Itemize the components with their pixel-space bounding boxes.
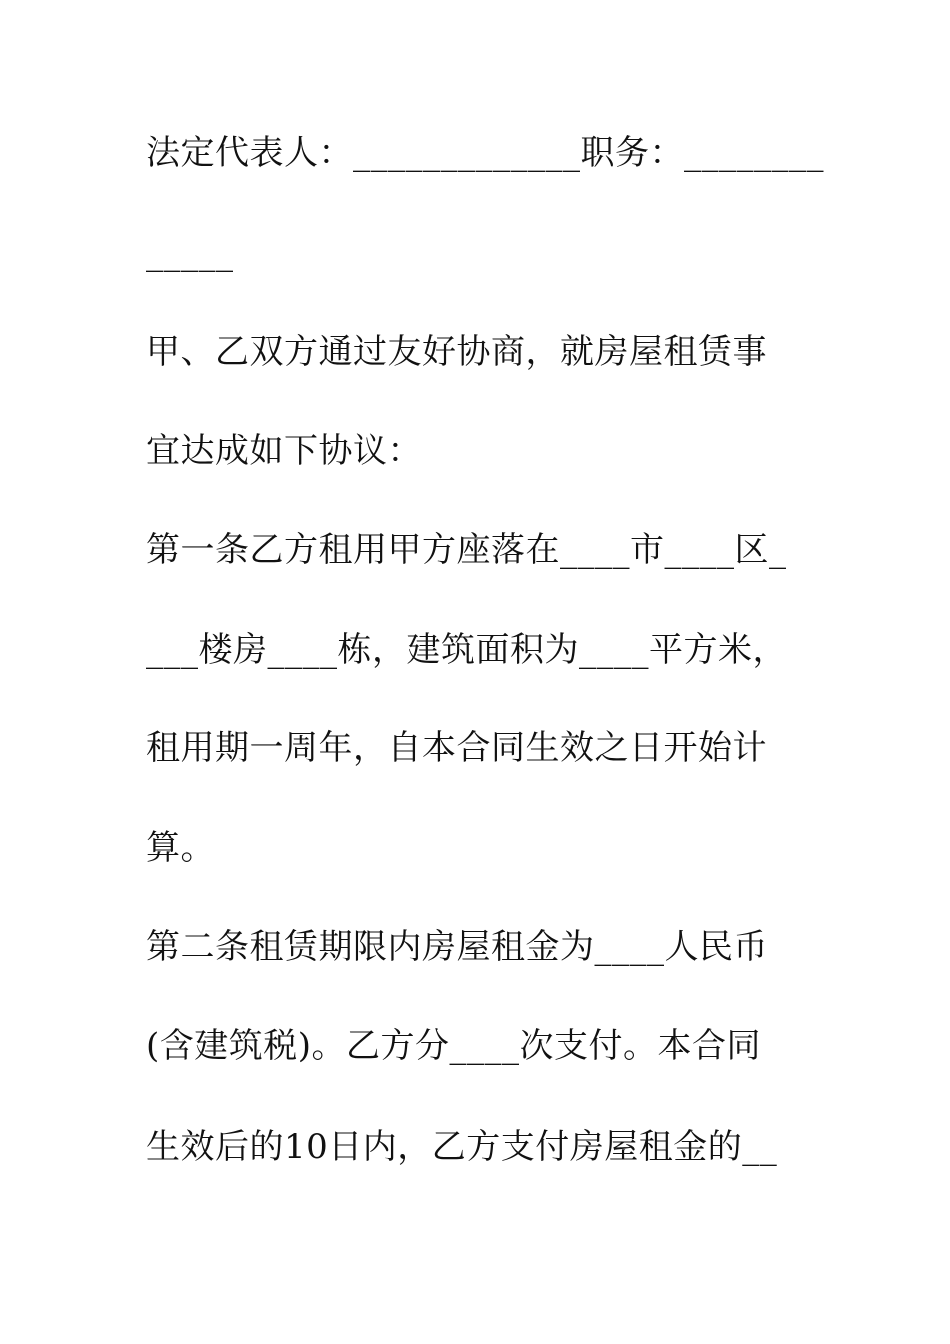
- article-1-line-3: 租用期一周年，自本合同生效之日开始计: [146, 728, 767, 768]
- preamble-line-1: 甲、乙双方通过友好协商，就房屋租赁事: [146, 332, 767, 372]
- blank-continuation-line: _____: [146, 233, 234, 273]
- preamble-line-2: 宜达成如下协议：: [146, 431, 422, 471]
- article-1-line-4: 算。: [146, 828, 215, 868]
- legal-representative-line: 法定代表人：_____________职务：________: [146, 133, 824, 173]
- article-2-line-2: (含建筑税)。乙方分____次支付。本合同: [146, 1026, 762, 1066]
- article-2-line-3: 生效后的10日内，乙方支付房屋租金的__: [146, 1127, 778, 1167]
- article-1-line-2: ___楼房____栋，建筑面积为____平方米，: [146, 630, 787, 670]
- article-1-line-1: 第一条乙方租用甲方座落在____市____区_: [146, 530, 787, 570]
- article-2-line-1: 第二条租赁期限内房屋租金为____人民币: [146, 927, 768, 967]
